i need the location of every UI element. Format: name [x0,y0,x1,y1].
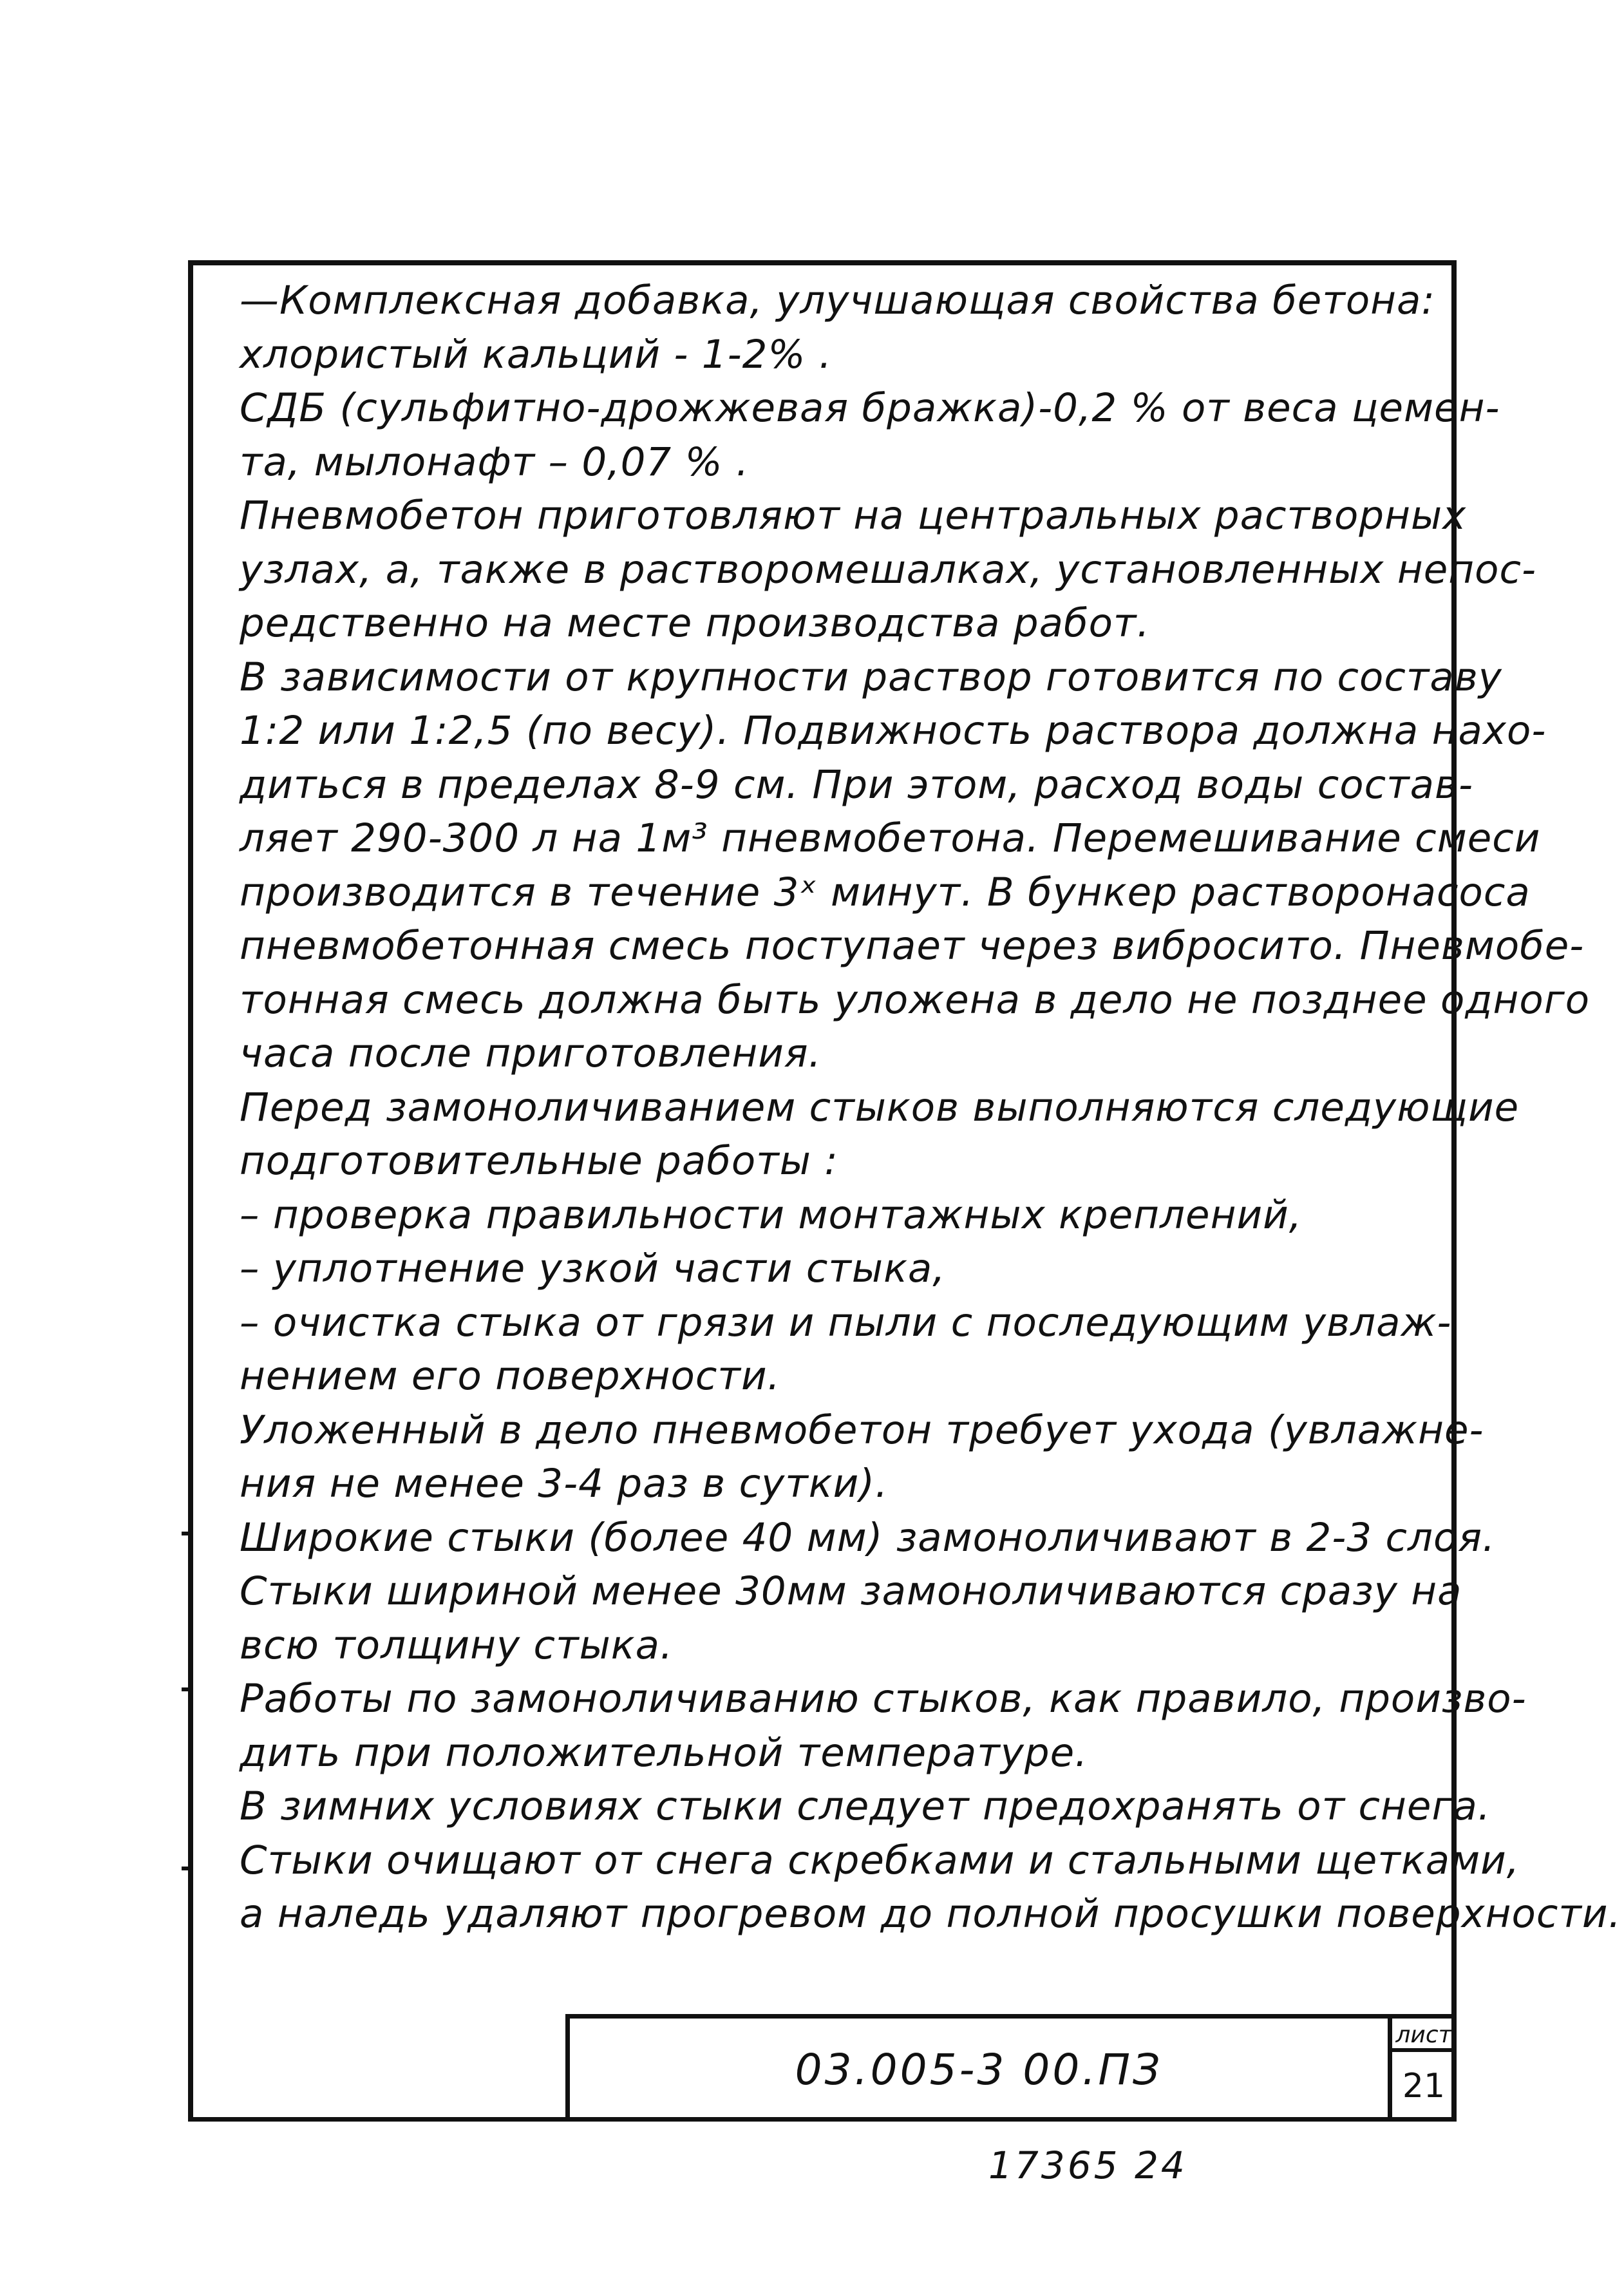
text-line: а наледь удаляют прогревом до полной просушки поверхности. [240,1891,1621,1937]
text-line: узлах, а, также в растворомешалках, установленных непос- [240,546,1537,593]
document-code: 03.005-3 00.ПЗ [795,2045,1163,2095]
text-line: Стыки шириной менее 30мм замоноличиваются сразу на [240,1568,1462,1614]
text-line: Уложенный в дело пневмобетон требует ухода (увлажне- [240,1407,1484,1453]
title-block [565,2014,1455,2121]
text-line: редственно на месте производства работ. [240,600,1150,646]
text-line: ния не менее 3-4 раз в сутки). [240,1461,889,1506]
sheet-cell [1388,2019,1455,2121]
text-line: СДБ (сульфитно-дрожжевая бражка)-0,2 % от веса цемен- [240,385,1500,431]
text-line: часа после приготовления. [240,1031,822,1076]
text-line: ляет 290-300 л на 1м³ пневмобетона. Перемешивание смеси [240,815,1541,861]
text-line: – очистка стыка от грязи и пыли с последующим увлаж- [240,1299,1452,1345]
text-line: диться в пределах 8-9 см. При этом, расход воды состав- [240,761,1473,808]
explanatory-note-text [240,274,1621,1941]
text-line: дить при положительной температуре. [240,1729,1088,1776]
sheet-number: 21 [1402,2067,1446,2105]
text-line: В зимних условиях стыки следует предохранять от снега. [240,1783,1491,1829]
text-line: – уплотнение узкой части стыка, [240,1246,946,1291]
text-line: Стыки очищают от снега скребками и стальными щетками, [240,1837,1520,1883]
archive-number: 17365 24 [988,2143,1187,2187]
text-line: производится в течение 3ˣ минут. В бункер растворонасоса [240,869,1531,915]
text-line: всю толщину стыка. [240,1622,674,1668]
text-line: 1:2 или 1:2,5 (по весу). Подвижность раствора должна нахо- [240,708,1547,754]
text-line: Пневмобетон приготовляют на центральных растворных [240,493,1467,538]
text-line: пневмобетонная смесь поступает через вибросито. Пневмобе- [240,923,1585,969]
text-line: Широкие стыки (более 40 мм) замоноличивают в 2-3 слоя. [240,1514,1496,1561]
text-line: – проверка правильности монтажных креплений, [240,1192,1303,1238]
text-line: хлористый кальций - 1-2% . [240,331,833,377]
binding-mark [182,1867,192,1870]
binding-mark [182,1687,192,1691]
text-line: —Комплексная добавка, улучшающая свойства бетона: [240,278,1435,323]
text-line: тонная смесь должна быть уложена в дело не позднее одного [240,976,1591,1023]
text-line: В зависимости от крупности раствор готовится по составу [240,654,1502,700]
text-line: подготовительные работы : [240,1138,838,1184]
text-line: нением его поверхности. [240,1353,780,1399]
binding-mark [182,1532,192,1535]
text-line: та, мылонафт – 0,07 % . [240,439,750,485]
text-line: Работы по замоноличиванию стыков, как правило, произво- [240,1676,1527,1722]
text-line: Перед замоноличиванием стыков выполняются следующие [240,1084,1520,1130]
sheet-label: лист [1392,2019,1455,2052]
